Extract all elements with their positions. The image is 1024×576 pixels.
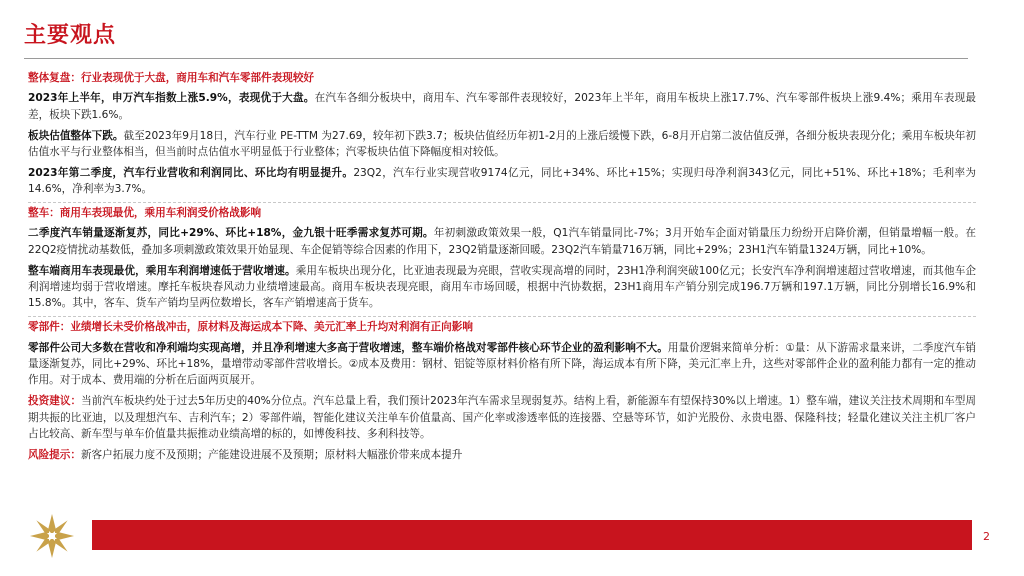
- paragraph-lead: 零部件公司大多数在营收和净利端均实现高增，并且净利增速大多高于营收增速，整车端价格战对零部件核心环节企业的盈利影响不大。: [28, 341, 668, 354]
- title-divider: [24, 58, 968, 59]
- paragraph-text: 乘用车板块出现分化，比亚迪表现最为亮眼，营收实现高增的同时，23H1净利润突破100亿元；长安汽车净利润增速超过营收增速，而其他车企利润增速均弱于营收增速。摩托车板块春风动力业绩增速最高。商用车板块表现亮眼，商用车市场回暖，根据中汽协数据，23H1商用车产销分别完成196.7万辆和197.1万辆，同比分别增长16.9%和15.8%。其中，客车、货车产销均呈两位数增长，客车产销增速高于货车。: [28, 264, 976, 310]
- paragraph-parts-1: [28, 340, 976, 389]
- paragraph-overall-3: [28, 165, 976, 198]
- paragraph-text: 年初刺激政策效果一般，Q1汽车销量同比-7%；3月开始车企面对销量压力纷纷开启降价潮，但销量增幅一般。在22Q2疫情扰动基数低，叠加多项刺激政策效果开始显现、车企促销等综合因素的作用下，23Q2销量逐渐回暖。23Q2汽车销量716万辆，同比+29%；23H1汽车销量1324万辆，同比+10%。: [28, 227, 976, 256]
- risk-text: 新客户拓展力度不及预期；产能建设进展不及预期；原材料大幅涨价带来成本提升: [80, 448, 463, 461]
- paragraph-risk: [28, 447, 976, 463]
- risk-label: 风险提示：: [28, 448, 81, 461]
- paragraph-vehicle-2: [28, 263, 976, 312]
- section-heading-vehicle: 整车：商用车表现最优，乘用车利润受价格战影响: [28, 202, 976, 221]
- paragraph-lead: 2023年第二季度，汽车行业营收和利润同比、环比均有明显提升。: [28, 166, 354, 179]
- advice-label: 投资建议：: [28, 395, 82, 408]
- paragraph-lead: 板块估值整体下跌。: [28, 129, 124, 142]
- paragraph-investment-advice: [28, 393, 976, 442]
- paragraph-text: 在汽车各细分板块中，商用车、汽车零部件表现较好，2023年上半年，商用车板块上涨17.7%、汽车零部件板块上涨9.4%；乘用车表现最差，板块下跌1.6%。: [28, 92, 976, 121]
- section-heading-overall: 整体复盘：行业表现优于大盘，商用车和汽车零部件表现较好: [28, 72, 315, 84]
- footer-bar: [92, 520, 972, 550]
- paragraph-text: 用量价逻辑来简单分析：①量：从下游需求量来讲，二季度汽车销量逐渐复苏，同比+29%、环比+18%，量增带动零部件营收增长。②成本及费用：钢材、铝锭等原材料价格有所下降，海运成本有所下降，美元汇率上升，这些对零部件企业的盈利能力都有一定的推动作用。对于成本、费用端的分析在后面两页展开。: [28, 341, 976, 387]
- paragraph-overall-1: [28, 90, 976, 123]
- page-number: 2: [983, 530, 990, 543]
- paragraph-lead: 二季度汽车销量逐渐复苏，同比+29%、环比+18%，金九银十旺季需求复苏可期。: [28, 227, 434, 240]
- page-title: 主要观点: [24, 23, 117, 48]
- content-body: [28, 70, 976, 468]
- paragraph-text: 23Q2，汽车行业实现营收9174亿元，同比+34%、环比+15%；实现归母净利润343亿元，同比+51%、环比+18%；毛利率为14.6%，净利率为3.7%。: [28, 166, 976, 196]
- paragraph-overall-2: [28, 128, 976, 161]
- advice-text: 当前汽车板块约处于过去5年历史的40%分位点。汽车总量上看，我们预计2023年汽车需求呈现弱复苏。结构上看，新能源车有望保持30%以上增速。1）整车端，建议关注技术周期和车型周期共振的比亚迪，以及理想汽车、吉利汽车；2）零部件端，智能化建议关注单车价值量高、国产化率或渗透率低的连接器、空悬等环节，如沪光股份、永贵电器、保隆科技；轻量化建议关注主机厂客户占比较高、新车型与单车价值量共振推动业绩高增的标的，如博俊科技、多利科技等。: [28, 395, 976, 441]
- paragraph-lead: 2023年上半年，申万汽车指数上涨5.9%，表现优于大盘。: [28, 92, 315, 105]
- star-burst-logo-icon: [28, 512, 76, 560]
- section-heading-parts: 零部件：业绩增长未受价格战冲击，原材料及海运成本下降、美元汇率上升均对利润有正向影响: [28, 316, 976, 335]
- paragraph-vehicle-1: [28, 225, 976, 258]
- paragraph-text: 截至2023年9月18日，汽车行业 PE-TTM 为27.69，较年初下跌3.7；板块估值经历年初1-2月的上涨后缓慢下跌，6-8月开启第二波估值反弹，各细分板块表现分化；乘用车板块年初估值水平与行业整体相当，但当前时点估值水平明显低于行业整体；汽零板块估值下降幅度相对较低。: [28, 129, 977, 159]
- paragraph-lead: 整车端商用车表现最优，乘用车利润增速低于营收增速。: [28, 264, 296, 277]
